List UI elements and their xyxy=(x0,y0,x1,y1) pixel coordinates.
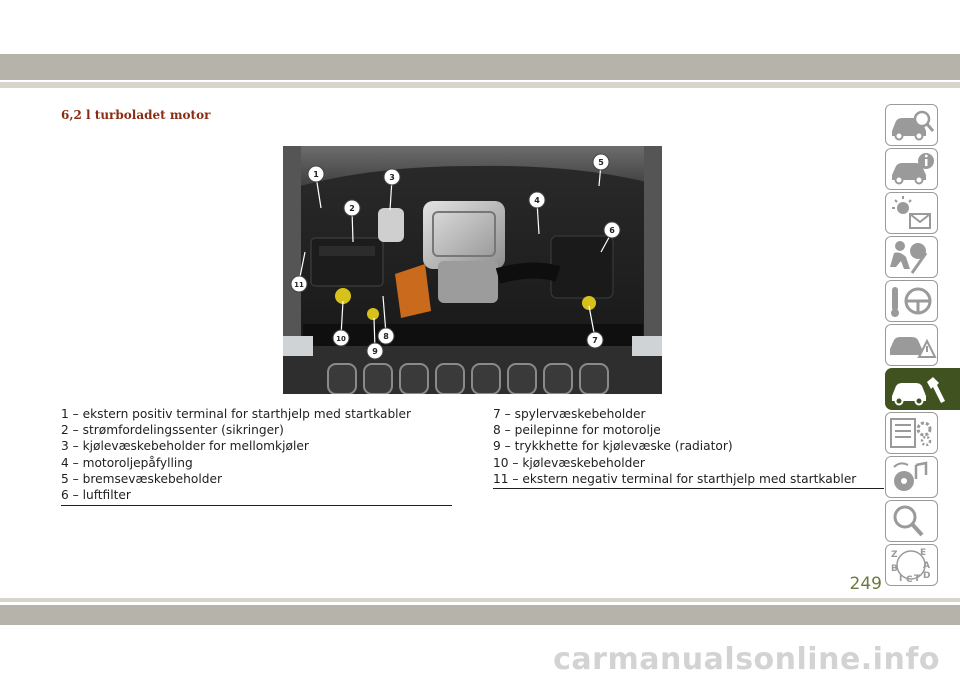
legend-item: 9 – trykkhette for kjølevæske (radiator) xyxy=(493,439,733,454)
car-search-icon xyxy=(886,105,937,145)
tab-index[interactable] xyxy=(885,544,938,586)
callout-9 xyxy=(367,343,383,359)
steering-wheel-key-icon xyxy=(886,281,937,321)
magnifier-search-icon xyxy=(886,501,937,541)
callout-5 xyxy=(593,154,609,170)
car-wrench-icon xyxy=(886,369,960,409)
tab-car-maintenance[interactable] xyxy=(885,368,960,410)
callout-2 xyxy=(344,200,360,216)
callout-10 xyxy=(333,330,349,346)
tab-car-accident[interactable] xyxy=(885,324,938,366)
header-band-line xyxy=(0,82,960,88)
legend-item: 3 – kjølevæskebeholder for mellomkjøler xyxy=(61,439,309,454)
svg-text:8: 8 xyxy=(383,332,389,341)
tab-steering-key[interactable] xyxy=(885,280,938,322)
callout-7 xyxy=(587,332,603,348)
legend-item: 1 – ekstern positiv terminal for starthjelp med startkabler xyxy=(61,407,412,421)
svg-text:D: D xyxy=(923,571,931,581)
legend-item: 11 – ekstern negativ terminal for starthjelp med startkabler xyxy=(493,471,857,486)
callout-6 xyxy=(604,222,620,238)
legend-left xyxy=(61,406,453,503)
multimedia-icon xyxy=(886,457,937,497)
tab-seat-airbag[interactable] xyxy=(885,236,938,278)
car-accident-warning-icon xyxy=(886,325,937,365)
legend-item: 7 – spylervæskebeholder xyxy=(493,407,646,421)
svg-text:E: E xyxy=(920,548,927,558)
header-band xyxy=(0,54,960,80)
legend-right xyxy=(493,406,885,487)
seat-airbag-icon xyxy=(886,237,937,277)
callout-1 xyxy=(308,166,324,182)
svg-text:11: 11 xyxy=(294,281,304,289)
tab-specifications[interactable] xyxy=(885,412,938,454)
tab-warning-lights[interactable] xyxy=(885,192,938,234)
svg-text:10: 10 xyxy=(336,335,346,343)
footer-band xyxy=(0,605,960,625)
tab-car-info[interactable] xyxy=(885,148,938,190)
svg-text:1: 1 xyxy=(313,170,319,179)
legend-item: 6 – luftfilter xyxy=(61,488,131,503)
svg-text:B: B xyxy=(891,564,898,574)
engine-bay-illustration xyxy=(283,146,662,394)
legend-item: 4 – motoroljepåfylling xyxy=(61,455,193,470)
legend-right-rule xyxy=(493,488,884,489)
tab-car-search[interactable] xyxy=(885,104,938,146)
section-title: 6,2 l turboladet motor xyxy=(61,108,211,122)
svg-text:9: 9 xyxy=(372,347,378,356)
svg-text:C: C xyxy=(906,575,913,585)
alphabet-index-icon xyxy=(886,545,937,585)
svg-text:7: 7 xyxy=(592,336,598,345)
svg-text:Z: Z xyxy=(891,550,898,560)
watermark: carmanualsonline.info xyxy=(553,642,940,677)
svg-text:2: 2 xyxy=(349,204,355,213)
engine-bay-figure xyxy=(283,146,662,394)
svg-text:I: I xyxy=(899,574,903,584)
legend-item: 8 – peilepinne for motorolje xyxy=(493,423,661,438)
callout-11 xyxy=(291,276,307,292)
legend-item: 10 – kjølevæskebeholder xyxy=(493,455,645,470)
svg-text:5: 5 xyxy=(598,158,604,167)
svg-text:T: T xyxy=(914,574,921,584)
callout-8 xyxy=(378,328,394,344)
callout-3 xyxy=(384,169,400,185)
legend-item: 5 – bremsevæskebeholder xyxy=(61,471,222,486)
svg-text:4: 4 xyxy=(534,196,540,205)
tab-multimedia[interactable] xyxy=(885,456,938,498)
legend-left-rule xyxy=(61,505,452,506)
callout-4 xyxy=(529,192,545,208)
svg-text:6: 6 xyxy=(609,226,615,235)
legend-item: 2 – strømfordelingssenter (sikringer) xyxy=(61,423,284,438)
svg-text:3: 3 xyxy=(389,173,395,182)
page-number: 249 xyxy=(849,574,882,594)
footer-band-line xyxy=(0,598,960,602)
tab-search[interactable] xyxy=(885,500,938,542)
car-info-icon xyxy=(886,149,937,189)
specifications-list-icon xyxy=(886,413,937,453)
warning-lights-message-icon xyxy=(886,193,937,233)
svg-text:A: A xyxy=(923,561,930,571)
